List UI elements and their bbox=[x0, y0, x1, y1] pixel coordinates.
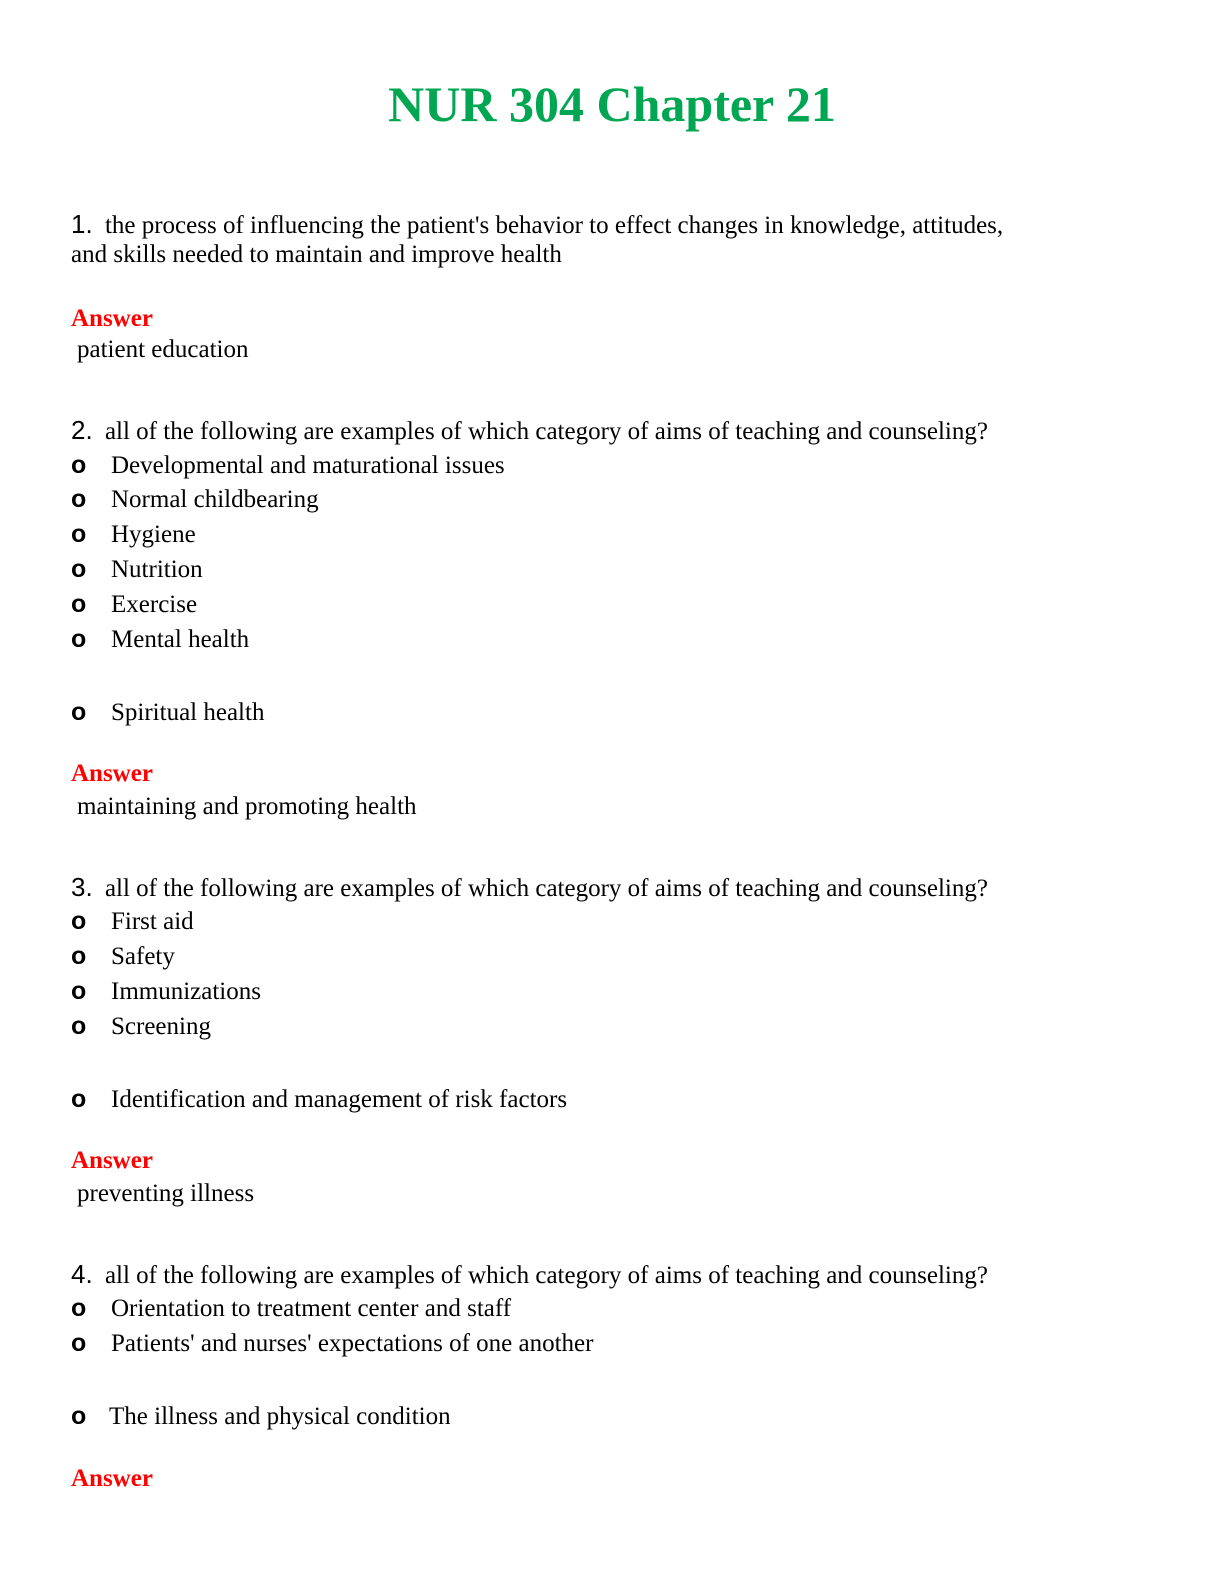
list-item: o Nutrition bbox=[71, 555, 203, 583]
answer-text: maintaining and promoting health bbox=[77, 793, 417, 820]
bullet-icon: o bbox=[71, 485, 87, 513]
list-item: o Exercise bbox=[71, 590, 198, 618]
question-number: 4. bbox=[71, 1259, 93, 1289]
question-1-line2: and skills needed to maintain and improve health bbox=[71, 241, 562, 268]
list-item: o Mental health bbox=[71, 625, 250, 653]
bullet-icon: o bbox=[71, 977, 87, 1005]
bullet-icon: o bbox=[71, 907, 87, 935]
list-item: o Identification and management of risk factors bbox=[71, 1085, 568, 1113]
list-item: o Immunizations bbox=[71, 977, 261, 1005]
list-item: o Screening bbox=[71, 1012, 211, 1040]
list-item: o Spiritual health bbox=[71, 698, 265, 726]
question-3 bbox=[71, 871, 988, 905]
bullet-icon: o bbox=[71, 520, 87, 548]
question-4 bbox=[71, 1258, 988, 1292]
bullet-icon: o bbox=[71, 942, 87, 970]
bullet-icon: o bbox=[71, 555, 87, 583]
bullet-icon: o bbox=[71, 1294, 87, 1322]
answer-label: Answer bbox=[71, 760, 153, 787]
question-number: 2. bbox=[71, 415, 93, 445]
bullet-icon: o bbox=[71, 1012, 87, 1040]
bullet-icon: o bbox=[71, 590, 87, 618]
bullet-icon: o bbox=[71, 1329, 87, 1357]
answer-label: Answer bbox=[71, 1465, 153, 1492]
list-item: o First aid bbox=[71, 907, 194, 935]
list-item: o Hygiene bbox=[71, 520, 196, 548]
list-item: o Developmental and maturational issues bbox=[71, 451, 505, 479]
bullet-icon: o bbox=[71, 1402, 87, 1430]
bullet-icon: o bbox=[71, 625, 87, 653]
answer-text: patient education bbox=[77, 336, 249, 363]
page-title: NUR 304 Chapter 21 bbox=[388, 76, 836, 132]
question-text: the process of influencing the patient's behavior to effect changes in knowledge, attitudes, bbox=[104, 212, 1004, 239]
answer-label: Answer bbox=[71, 305, 153, 332]
question-2 bbox=[71, 414, 988, 448]
list-item: o The illness and physical condition bbox=[71, 1402, 451, 1430]
question-text: all of the following are examples of which category of aims of teaching and counseling? bbox=[104, 1262, 988, 1289]
question-number: 1. bbox=[71, 209, 93, 239]
list-item: o Safety bbox=[71, 942, 175, 970]
list-item: o Patients' and nurses' expectations of one another bbox=[71, 1329, 594, 1357]
bullet-icon: o bbox=[71, 1085, 87, 1113]
answer-label: Answer bbox=[71, 1147, 153, 1174]
bullet-icon: o bbox=[71, 451, 87, 479]
list-item: o Normal childbearing bbox=[71, 485, 319, 513]
bullet-icon: o bbox=[71, 698, 87, 726]
answer-text: preventing illness bbox=[77, 1180, 255, 1207]
question-text: all of the following are examples of which category of aims of teaching and counseling? bbox=[104, 418, 988, 445]
question-text: all of the following are examples of which category of aims of teaching and counseling? bbox=[104, 875, 988, 902]
question-1 bbox=[71, 208, 1003, 242]
question-number: 3. bbox=[71, 872, 93, 902]
list-item: o Orientation to treatment center and staff bbox=[71, 1294, 512, 1322]
